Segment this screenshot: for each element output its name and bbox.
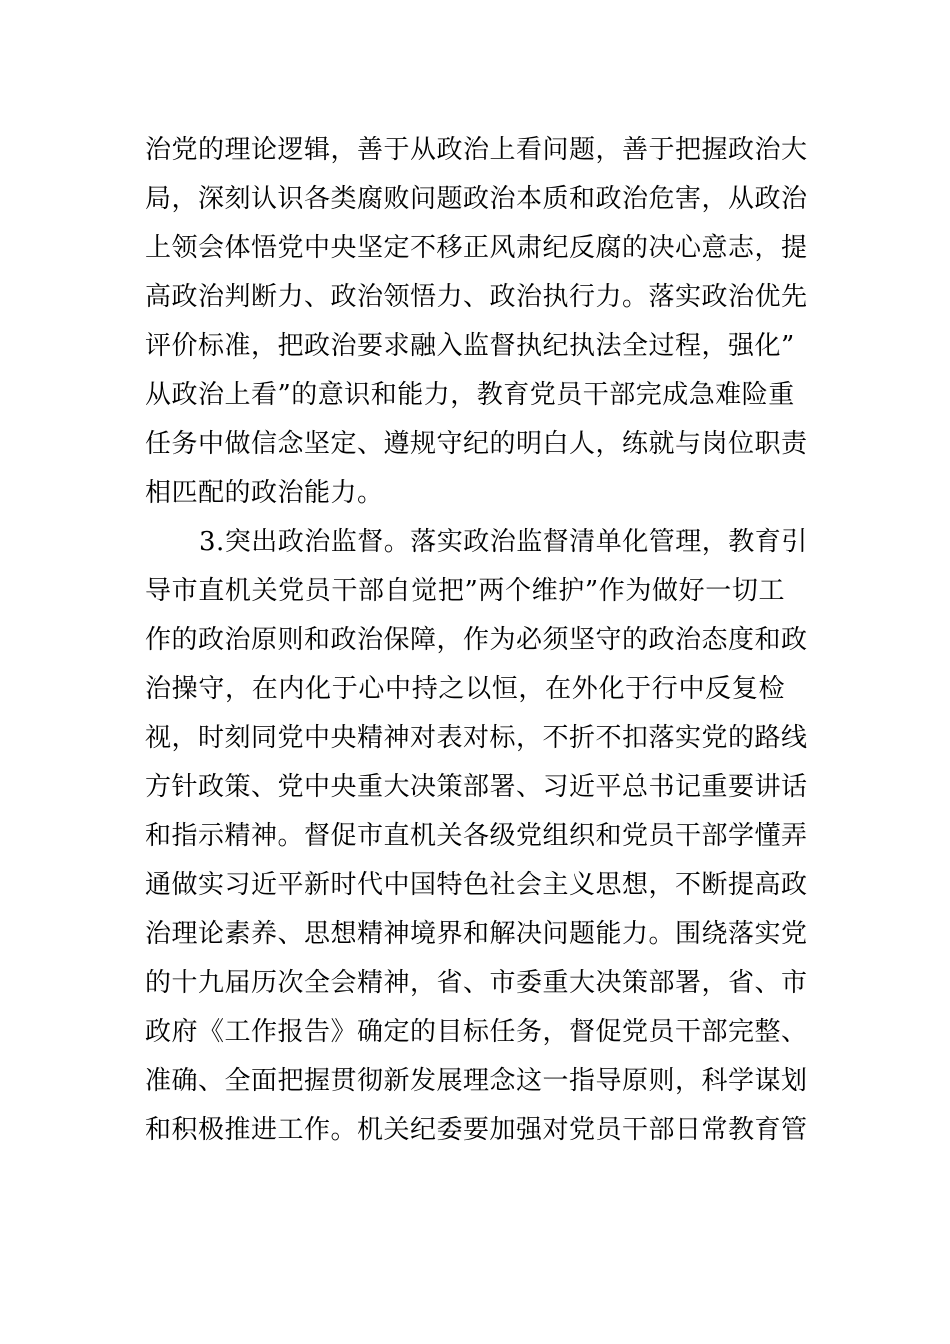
paragraph-1 xyxy=(145,126,808,518)
paragraph-2-line-7: 和指示精神。督促市直机关各级党组织和党员干部学懂弄 xyxy=(145,821,808,851)
paragraph-1-line-2: 局，深刻认识各类腐败问题政治本质和政治危害，从政治 xyxy=(145,184,808,214)
paragraph-2-line-9: 治理论素养、思想精神境界和解决问题能力。围绕落实党 xyxy=(145,919,808,949)
paragraph-2-line-3: 作的政治原则和政治保障，作为必须坚守的政治态度和政 xyxy=(145,625,808,655)
paragraph-1-line-6: 从政治上看”的意识和能力，教育党员干部完成急难险重 xyxy=(145,380,795,410)
paragraph-1-line-8: 相匹配的政治能力。 xyxy=(145,478,384,508)
paragraph-2-line-2: 导市直机关党员干部自觉把”两个维护”作为做好一切工 xyxy=(145,576,785,606)
paragraph-1-line-5: 评价标准，把政治要求融入监督执纪执法全过程，强化” xyxy=(145,331,795,361)
paragraph-1-line-1: 治党的理论逻辑，善于从政治上看问题，善于把握政治大 xyxy=(145,135,808,165)
paragraph-2-line-10: 的十九届历次全会精神，省、市委重大决策部署，省、市 xyxy=(145,968,808,998)
paragraph-2-line-6: 方针政策、党中央重大决策部署、习近平总书记重要讲话 xyxy=(145,772,808,802)
paragraph-1-line-3: 上领会体悟党中央坚定不移正风肃纪反腐的决心意志，提 xyxy=(145,233,808,263)
paragraph-2-line-8: 通做实习近平新时代中国特色社会主义思想，不断提高政 xyxy=(145,870,808,900)
document-body xyxy=(145,126,808,1155)
paragraph-2 xyxy=(145,518,808,1155)
paragraph-2-line-12: 准确、全面把握贯彻新发展理念这一指导原则，科学谋划 xyxy=(145,1066,808,1096)
paragraph-2-line-1: 3.突出政治监督。落实政治监督清单化管理，教育引 xyxy=(199,527,808,557)
paragraph-2-line-11: 政府《工作报告》确定的目标任务，督促党员干部完整、 xyxy=(145,1017,808,1047)
paragraph-1-line-4: 高政治判断力、政治领悟力、政治执行力。落实政治优先 xyxy=(145,282,808,312)
paragraph-2-line-5: 视，时刻同党中央精神对表对标，不折不扣落实党的路线 xyxy=(145,723,808,753)
paragraph-2-line-4: 治操守，在内化于心中持之以恒，在外化于行中反复检 xyxy=(145,674,785,704)
paragraph-1-line-7: 任务中做信念坚定、遵规守纪的明白人，练就与岗位职责 xyxy=(145,429,808,459)
paragraph-2-line-13: 和积极推进工作。机关纪委要加强对党员干部日常教育管 xyxy=(145,1115,808,1145)
